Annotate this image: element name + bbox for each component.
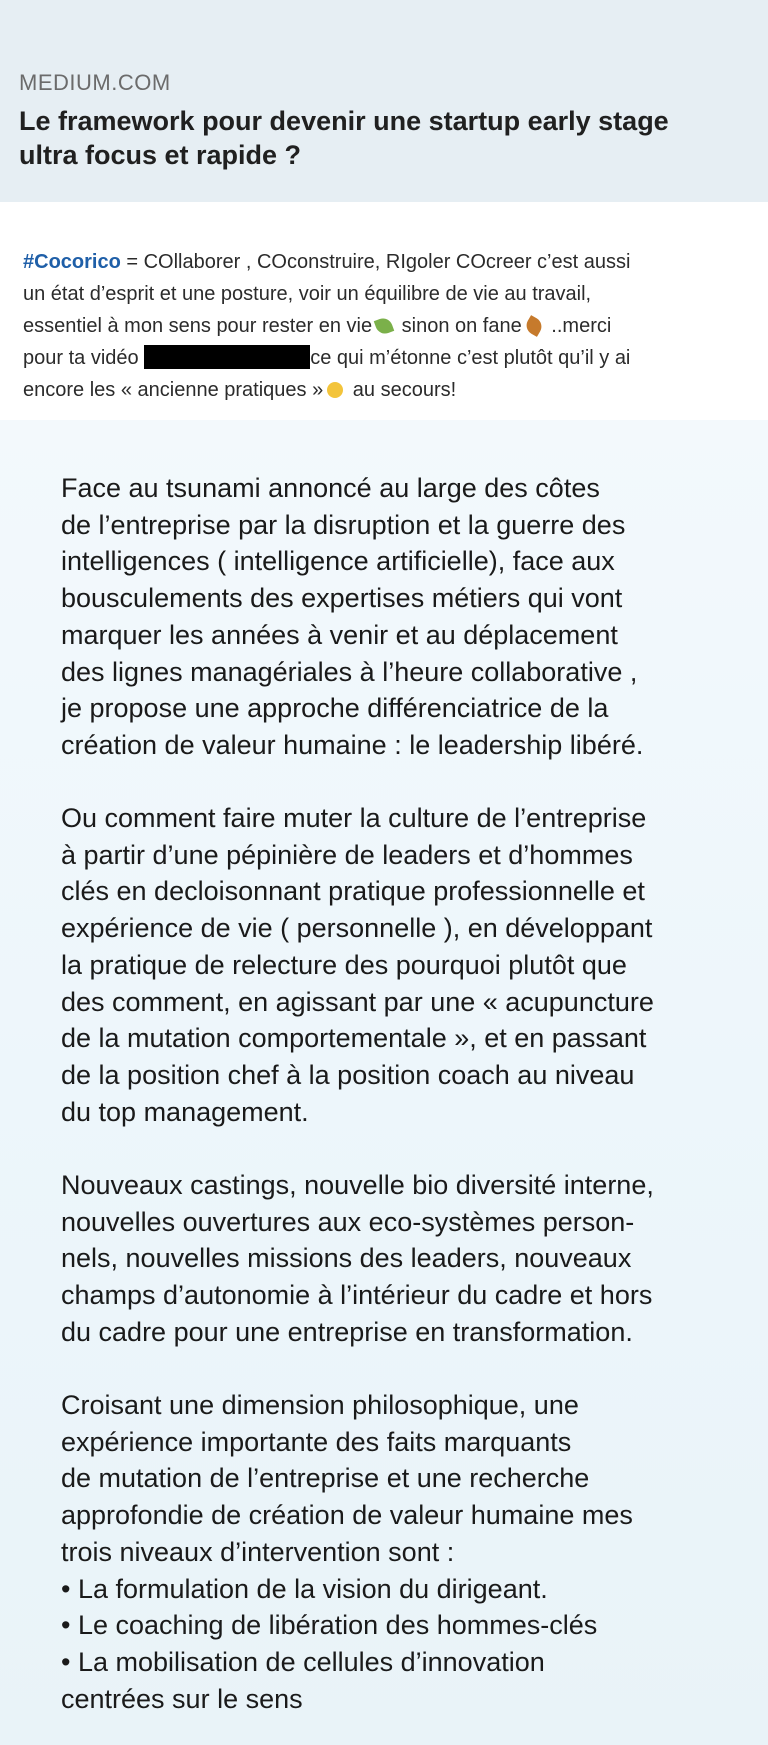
comment-text: = COllaborer , COconstruire, RIgoler COcreer c’est aussi <box>120 251 631 273</box>
quote-line: des comment, en agissant par une « acupuncture <box>61 986 654 1017</box>
quote-line: intelligences ( intelligence artificielle), face aux <box>61 546 615 577</box>
quote-line: création de valeur humaine : le leadership libéré. <box>61 729 644 760</box>
redacted-name <box>144 345 310 369</box>
comment-text: ce qui m’étonne c’est plutôt qu’il y ai <box>310 347 631 369</box>
link-source: MEDIUM.COM <box>19 70 171 95</box>
quote-line: nels, nouvelles missions des leaders, nouveaux <box>61 1243 632 1274</box>
comment-text: pour ta vidéo <box>23 347 145 369</box>
quote-line: nouvelles ouvertures aux eco-systèmes person- <box>61 1206 635 1237</box>
comment-line: un état d’esprit et une posture, voir un équilibre de vie au travail, <box>23 283 592 305</box>
quote-line: la pratique de relecture des pourquoi plutôt que <box>61 949 627 980</box>
quote-paragraph-3 <box>61 1167 761 1351</box>
quote-bullet: • La mobilisation de cellules d’innovation <box>61 1646 545 1677</box>
quote-line: de la position chef à la position coach au niveau <box>61 1059 635 1090</box>
comment-text: essentiel à mon sens pour rester en vie <box>23 315 373 337</box>
quote-line: expérience de vie ( personnelle ), en développant <box>61 913 653 944</box>
quote-bullet: • La formulation de la vision du dirigeant. <box>61 1573 548 1604</box>
quote-line: Ou comment faire muter la culture de l’entreprise <box>61 803 647 833</box>
hashtag-link[interactable]: #Cocorico <box>23 251 121 273</box>
quote-line: Nouveaux castings, nouvelle bio diversité interne, <box>61 1170 654 1200</box>
quote-line: approfondie de création de valeur humaine mes <box>61 1500 633 1531</box>
quote-line: des lignes managériales à l’heure collaborative , <box>61 656 638 687</box>
quote-line: Face au tsunami annoncé au large des côtes <box>61 473 600 503</box>
quote-line: champs d’autonomie à l’intérieur du cadre et hors <box>61 1280 653 1311</box>
quote-line: centrées sur le sens <box>61 1683 303 1714</box>
quote-line: du top management. <box>61 1096 309 1127</box>
comment-text: ..merci <box>545 315 612 337</box>
quote-line: bousculements des expertises métiers qui vont <box>61 583 623 614</box>
quote-line: de la mutation comportementale », et en passant <box>61 1023 647 1054</box>
comment-line <box>23 310 748 342</box>
comment-text: sinon on fane <box>396 315 522 337</box>
comment-text: au secours! <box>347 379 457 401</box>
quote-line: du cadre pour une entreprise en transformation. <box>61 1316 633 1347</box>
leaf-icon <box>374 316 395 337</box>
comment-line <box>23 246 748 278</box>
comment-line <box>23 342 748 374</box>
quote-line: trois niveaux d’intervention sont : <box>61 1536 455 1567</box>
link-title[interactable] <box>19 104 754 172</box>
quote-line: de l’entreprise par la disruption et la guerre des <box>61 509 626 540</box>
link-title-line: ultra focus et rapide ? <box>19 140 302 170</box>
quote-paragraph-4 <box>61 1387 761 1717</box>
quote-paragraph-1 <box>61 470 761 764</box>
quote-line: je propose une approche différenciatrice de la <box>61 693 609 724</box>
quote-line: de mutation de l’entreprise et une recherche <box>61 1463 590 1494</box>
quote-line: expérience importante des faits marquants <box>61 1426 572 1457</box>
quote-line: à partir d’une pépinière de leaders et d’hommes <box>61 839 633 870</box>
link-preview-card[interactable] <box>0 0 768 202</box>
comment-text: encore les « ancienne pratiques » <box>23 379 324 401</box>
quote-line: Croisant une dimension philosophique, une <box>61 1390 579 1420</box>
link-title-line: Le framework pour devenir une startup early stage <box>19 106 669 136</box>
quote-line: clés en decloisonnant pratique professionnelle et <box>61 876 645 907</box>
post-comment <box>23 246 748 406</box>
fallen-leaf-icon <box>523 315 545 337</box>
quote-paragraph-2 <box>61 800 761 1130</box>
quote-bullet: • Le coaching de libération des hommes-clés <box>61 1610 598 1641</box>
quote-line: marquer les années à venir et au déplacement <box>61 619 618 650</box>
comment-line <box>23 374 748 406</box>
upside-down-face-icon <box>327 382 343 398</box>
